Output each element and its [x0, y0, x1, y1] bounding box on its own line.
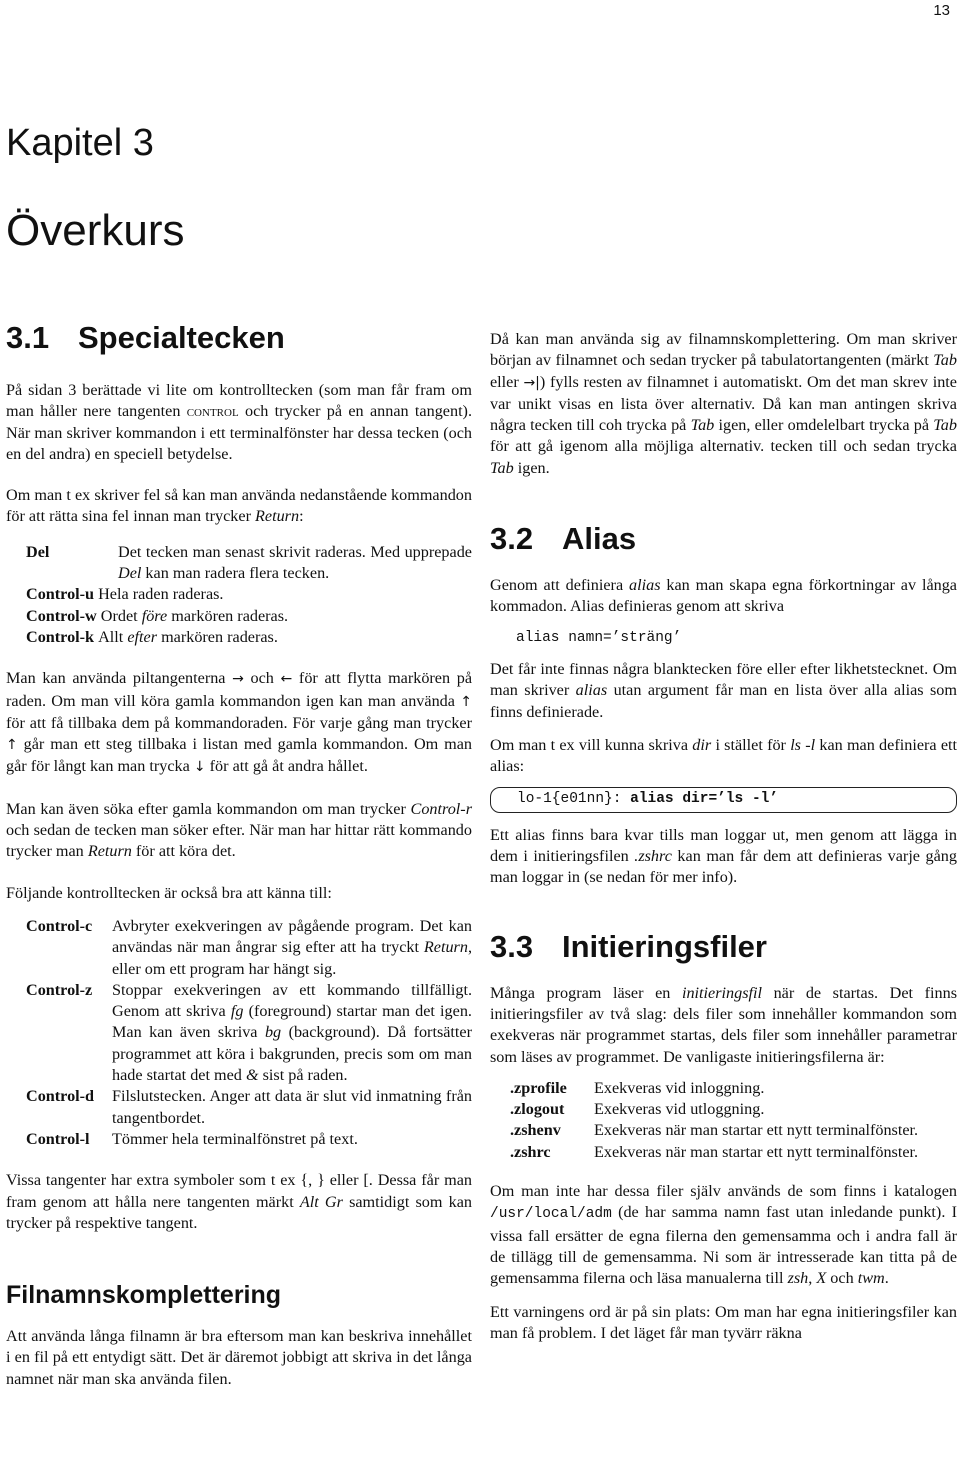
list-item: Control-c Avbryter exekveringen av pågående program. Det kan användas när man ångrar sig efter att ha tryckt Return, eller om ett program har hängt sig.	[26, 916, 472, 978]
list-item: Control-k Allt efter markören raderas.	[26, 627, 278, 646]
section-heading-3-1: 3.1 Specialtecken	[6, 320, 285, 355]
paragraph: Vissa tangenter har extra symboler som t ex {, } eller [. Dessa får man fram genom att hålla nere tangenten märkt Alt Gr samtidigt som kan trycker på respektive tangent.	[6, 1171, 472, 1232]
edit-keys-list	[26, 542, 472, 648]
list-item: Control-u Hela raden raderas.	[26, 585, 224, 604]
paragraph: Man kan använda piltangenterna → och ← för att flytta markören på raden. Om man vill köra gamla kommandon igen kan man använda ↑ för att få tillbaka dem på kommandoraden. För varje gång man trycker ↑ går man ett steg tillbaka i listan med gamla kommandon. Om man går för långt kan man trycka ↓ för att gå åt andra hållet.	[6, 669, 473, 776]
code-example: alias namn=’sträng’	[516, 629, 682, 646]
paragraph: Det får inte finnas några blanktecken före eller efter likhetstecknet. Om man skriver alias utan argument får man en lista över alla alias som finns definierade.	[490, 659, 957, 721]
arrow-right-icon: →	[232, 671, 244, 688]
paragraph: Man kan även söka efter gamla kommandon om man trycker Control-r och sedan de tecken man söker efter. När man har hittar rätt kommando trycker man Return för att köra det.	[6, 799, 472, 861]
arrow-left-icon: ←	[280, 671, 293, 688]
paragraph: Om man t ex vill kunna skriva dir i stället för ls -l kan man definiera ett alias:	[490, 735, 957, 776]
paragraph: På sidan 3 berättade vi lite om kontrolltecken (som man får fram om man håller nere tangenten control och trycker på en annan tangent). När man skriver kommandon i ett terminalfönster har dessa tecken (och en del andra) en speciell betydelse.	[6, 381, 472, 463]
list-item: Control-d Filslutstecken. Anger att data är slut vid inmatning från tangentbordet.	[26, 1087, 472, 1127]
list-item: Control-z Stoppar exekveringen av ett kommando tillfälligt. Genom att skriva fg (foreground) startar man det igen. Man kan även skriva bg (background). Då fortsätter programmet att köra i bakgrunden, precis som om man hade startat det med & sist på raden.	[26, 980, 472, 1085]
paragraph: Att använda långa filnamn är bra eftersom man kan beskriva innehållet i en fil på ett entydigt sätt. Det är däremot jobbigt att skriva in det långa namnet när man ska använda filen.	[6, 1327, 472, 1388]
control-keys-list	[26, 916, 472, 1150]
paragraph: Om man t ex skriver fel så kan man använda nedanstående kommandon för att rätta sina fel innan man trycker Return:	[6, 486, 472, 526]
list-item: .zshrc Exekveras när man startar ett nytt terminalfönster.	[510, 1142, 919, 1161]
chapter-label: Kapitel 3	[6, 122, 154, 164]
section-heading-3-2: 3.2 Alias	[490, 521, 637, 557]
paragraph: Genom att definiera alias kan man skapa egna förkortningar av långa kommadon. Alias definieras genom att skriva	[490, 576, 957, 616]
subsection-heading: Filnamnskomplettering	[6, 1281, 282, 1310]
terminal-example: lo-1{e01nn}: alias dir=’ls -l’	[490, 787, 957, 812]
paragraph: Då kan man använda sig av filnamnskomplettering. Om man skriver början av filnamnet och sedan trycker på tabulatortangenten (märkt Tab eller →|) fylls resten av filnamnet i automatiskt. Om det man skrev inte var unikt visas en lista över alternativ. Då kan man antingen skriva några tecken till coh trycka på Tab igen, eller omdelelbart trycka på Tab för att gå igenom alla möjliga alternativ. tecken till och sedan trycka Tab igen.	[490, 330, 957, 477]
paragraph: Följande kontrolltecken är också bra att känna till:	[6, 883, 332, 902]
paragraph: Ett varningens ord är på sin plats: Om man har egna initieringsfiler kan man få problem. I det läget får man tyvärr räkna	[490, 1302, 957, 1342]
tab-key-icon: →|	[523, 374, 540, 391]
page-number: 13	[933, 2, 950, 19]
paragraph: Många program läser en initieringsfil när de startas. Det finns initieringsfiler av två slag: dels filer som innehåller kommandon som exekveras när programmet startas, dels filer som innehåller parametrar som läses av programmet. De vanligaste initieringsfilerna är:	[490, 983, 957, 1066]
paragraph: Om man inte har dessa filer själv används de som finns i katalogen /usr/local/adm (de har samma namn fast utan inledande punkt). I vissa fall ersätter de egna filerna den gemensamma och i andra fall är de tillägg till de gemensamma. Ni som är intresserade kan titta på de gemensamma filerna och läsa manualerna till zsh, X och twm.	[490, 1182, 957, 1288]
arrow-up-icon: ↑	[460, 693, 472, 710]
list-item: .zprofile Exekveras vid inloggning.	[510, 1078, 765, 1097]
list-item: Del Det tecken man senast skrivit raderas. Med upprepade Del kan man radera flera tecken.	[26, 542, 472, 583]
paragraph: Ett alias finns bara kvar tills man loggar ut, men genom att lägga in dem i initieringsfilen .zshrc kan man får dem att definieras varje gång man loggar in (se nedan för mer info).	[490, 825, 957, 887]
chapter-title: Överkurs	[6, 206, 185, 255]
init-files-list	[510, 1078, 957, 1163]
arrow-up-icon: ↑	[6, 737, 18, 754]
arrow-down-icon: ↓	[193, 759, 206, 776]
list-item: Control-l Tömmer hela terminalfönstret på text.	[26, 1129, 358, 1148]
left-column	[6, 318, 472, 1390]
list-item: Control-w Ordet före markören raderas.	[26, 606, 289, 625]
list-item: .zlogout Exekveras vid utloggning.	[510, 1100, 765, 1119]
right-column	[490, 329, 957, 1344]
list-item: .zshenv Exekveras när man startar ett nytt terminalfönster.	[510, 1121, 919, 1140]
section-heading-3-3: 3.3 Initieringsfiler	[490, 928, 767, 964]
